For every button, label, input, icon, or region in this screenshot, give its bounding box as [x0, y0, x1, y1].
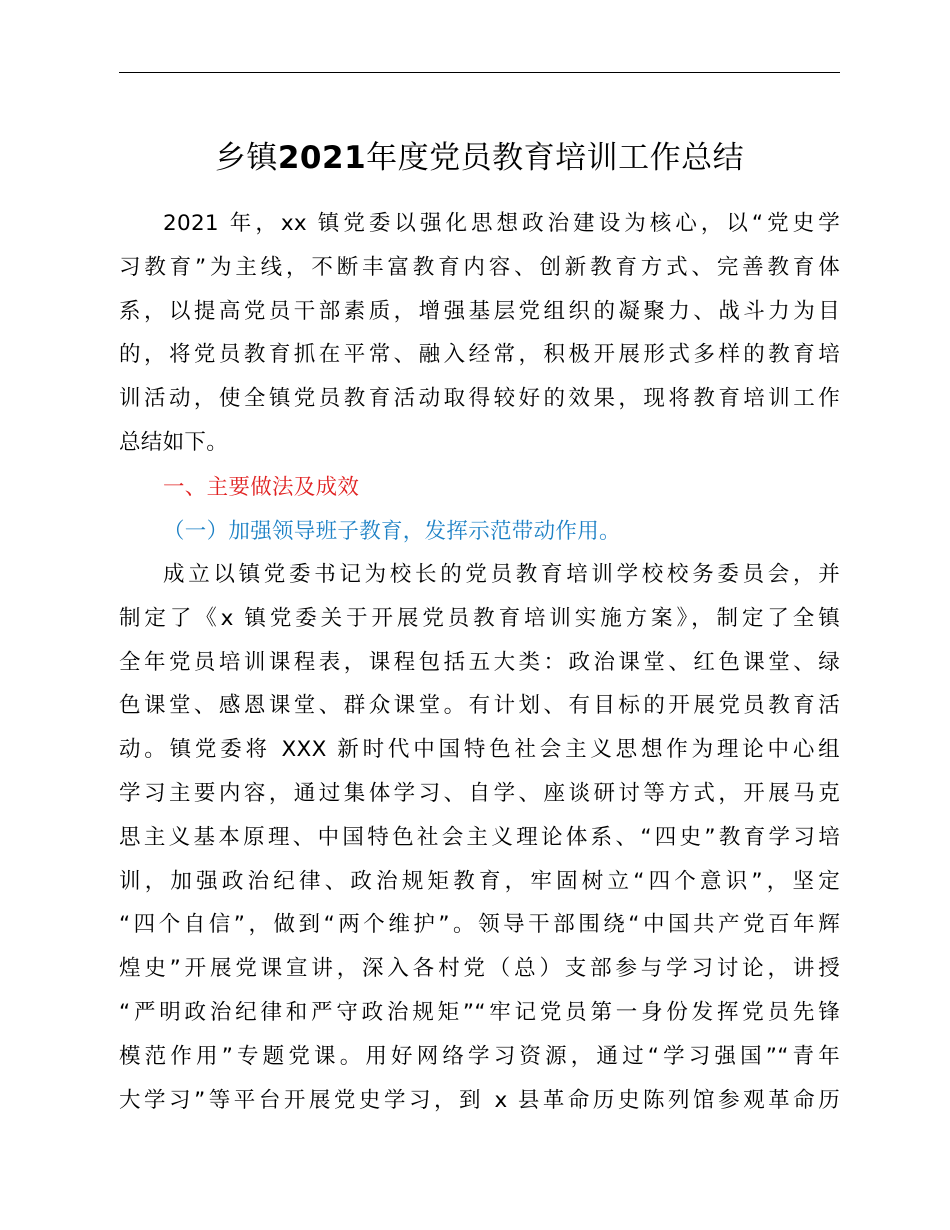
paragraph-line: “严明政治纪律和严守政治规矩”“牢记党员第一身份发挥党员先锋: [119, 999, 840, 1025]
paragraph-line: 全年党员培训课程表，课程包括五大类：政治课堂、红色课堂、绿: [119, 649, 840, 675]
paragraph-line: 训，加强政治纪律、政治规矩教育，牢固树立“四个意识”，坚定: [119, 868, 840, 894]
paragraph-line: 学习主要内容，通过集体学习、自学、座谈研讨等方式，开展马克: [119, 780, 840, 806]
paragraph-line: 思主义基本原理、中国特色社会主义理论体系、“四史”教育学习培: [119, 824, 840, 850]
subsection-heading: （一）加强领导班子教育，发挥示范带动作用。: [163, 519, 621, 544]
paragraph-line: 大学习”等平台开展党史学习，到 x 县革命历史陈列馆参观革命历: [119, 1087, 840, 1113]
section-heading: 一、主要做法及成效: [163, 475, 360, 500]
paragraph-line: 模范作用”专题党课。用好网络学习资源，通过“学习强国”“青年: [119, 1043, 840, 1069]
paragraph-line: 系，以提高党员干部素质，增强基层党组织的凝聚力、战斗力为目: [119, 298, 840, 324]
paragraph-line: 动。镇党委将 XXX 新时代中国特色社会主义思想作为理论中心组: [119, 737, 840, 763]
paragraph-line: 制定了《x 镇党委关于开展党员教育培训实施方案》，制定了全镇: [119, 605, 840, 631]
paragraph-line: 煌史”开展党课宣讲，深入各村党（总）支部参与学习讨论，讲授: [119, 956, 840, 982]
paragraph-line: 总结如下。: [119, 429, 229, 455]
paragraph-line: 2021 年，xx 镇党委以强化思想政治建设为核心，以“党史学: [163, 211, 840, 236]
header-rule: [119, 72, 840, 73]
title-prefix: 乡镇: [214, 140, 278, 176]
paragraph-line: “四个自信”，做到“两个维护”。领导干部围绕“中国共产党百年辉: [119, 912, 840, 938]
paragraph-line: 成立以镇党委书记为校长的党员教育培训学校校务委员会，并: [163, 562, 840, 587]
paragraph-line: 色课堂、感恩课堂、群众课堂。有计划、有目标的开展党员教育活: [119, 693, 840, 719]
title-year: 2021: [277, 140, 367, 176]
paragraph-line: 训活动，使全镇党员教育活动取得较好的效果，现将教育培训工作: [119, 386, 840, 412]
paragraph-line: 习教育”为主线，不断丰富教育内容、创新教育方式、完善教育体: [119, 254, 840, 280]
paragraph-line: 的，将党员教育抓在平常、融入经常，积极开展形式多样的教育培: [119, 342, 840, 368]
title-suffix: 年度党员教育培训工作总结: [366, 140, 745, 176]
intro-paragraph: [119, 202, 840, 465]
document-title: [119, 136, 840, 180]
section-paragraph: [119, 553, 840, 1122]
